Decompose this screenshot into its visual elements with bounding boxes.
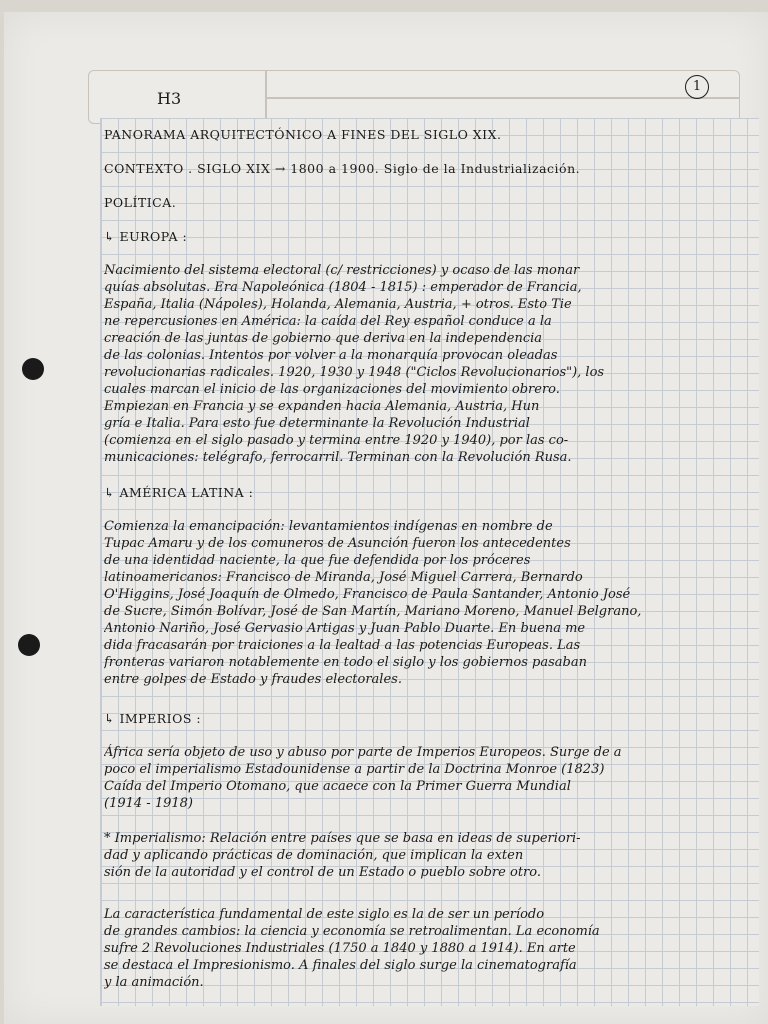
header-rule xyxy=(265,97,739,99)
text-line: sión de la autoridad y el control de un Estado o pueblo sobre otro. xyxy=(104,865,541,880)
text-line: gría e Italia. Para esto fue determinante la Revolución Industrial xyxy=(104,416,530,431)
text-line: de una identidad naciente, la que fue defendida por los próceres xyxy=(104,553,531,568)
text-line: O'Higgins, José Joaquín de Olmedo, Francisco de Paula Santander, Antonio José xyxy=(104,587,631,602)
text-line: cuales marcan el inicio de las organizaciones del movimiento obrero. xyxy=(104,382,560,397)
text-line: se destaca el Impresionismo. A finales del siglo surge la cinematografía xyxy=(104,958,577,973)
page-number: 1 xyxy=(685,75,709,99)
text-line: latinoamericanos: Francisco de Miranda, José Miguel Carrera, Bernardo xyxy=(104,570,583,585)
text-line: África sería objeto de uso y abuso por parte de Imperios Europeos. Surge de a xyxy=(104,745,622,760)
text-line: * Imperialismo: Relación entre países que se basa en ideas de superiori- xyxy=(104,831,581,846)
text-line: y la animación. xyxy=(104,975,204,990)
empires-heading: ↳ IMPERIOS : xyxy=(104,711,202,726)
text-line: de las colonias. Intentos por volver a la monarquía provocan oleadas xyxy=(104,348,558,363)
text-line: dida fracasarán por traiciones a la lealtad a las potencias Europeas. Las xyxy=(104,638,581,653)
text-line: de Sucre, Simón Bolívar, José de San Martín, Mariano Moreno, Manuel Belgrano, xyxy=(104,604,642,619)
politics-heading: POLÍTICA. xyxy=(104,195,177,210)
text-line: poco el imperialismo Estadounidense a partir de la Doctrina Monroe (1823) xyxy=(104,762,605,777)
page-title: PANORAMA ARQUITECTÓNICO A FINES DEL SIGLO XIX. xyxy=(104,127,502,142)
text-line: creación de las juntas de gobierno que deriva en la independencia xyxy=(104,331,543,346)
text-line: Nacimiento del sistema electoral (c/ restricciones) y ocaso de las monar xyxy=(104,263,580,278)
europe-heading: ↳ EUROPA : xyxy=(104,229,188,244)
text-line: quías absolutas. Era Napoleónica (1804 - 1815) : emperador de Francia, xyxy=(104,280,582,295)
empires-paragraph xyxy=(104,744,754,812)
text-line: Tupac Amaru y de los comuneros de Asunción fueron los antecedentes xyxy=(104,536,571,551)
imperialism-definition xyxy=(104,830,754,881)
text-line: Caída del Imperio Otomano, que acaece con la Primer Guerra Mundial xyxy=(104,779,571,794)
text-line: Antonio Nariño, José Gervasio Artigas y Juan Pablo Duarte. En buena me xyxy=(104,621,586,636)
text-line: municaciones: telégrafo, ferrocarril. Terminan con la Revolución Rusa. xyxy=(104,450,572,465)
text-line: ne repercusiones en América: la caída del Rey español conduce a la xyxy=(104,314,552,329)
binder-hole-bottom xyxy=(18,634,40,656)
text-line: La característica fundamental de este siglo es la de ser un período xyxy=(104,907,545,922)
text-line: dad y aplicando prácticas de dominación, que implican la exten xyxy=(104,848,524,863)
text-line: España, Italia (Nápoles), Holanda, Alemania, Austria, + otros. Esto Tie xyxy=(104,297,572,312)
text-line: (comienza en el siglo pasado y termina entre 1920 y 1940), por las co- xyxy=(104,433,569,448)
binder-hole-top xyxy=(22,358,44,380)
text-line: de grandes cambios: la ciencia y economía se retroalimentan. La economía xyxy=(104,924,600,939)
latin-america-paragraph xyxy=(104,518,754,688)
latin-america-heading: ↳ AMÉRICA LATINA : xyxy=(104,485,254,500)
text-line: revolucionarias radicales. 1920, 1930 y 1948 ("Ciclos Revolucionarios"), los xyxy=(104,365,605,380)
context-line: CONTEXTO . SIGLO XIX → 1800 a 1900. Siglo de la Industrialización. xyxy=(104,161,581,176)
subject-code: H3 xyxy=(157,89,182,108)
text-line: fronteras variaron notablemente en todo el siglo y los gobiernos pasaban xyxy=(104,655,587,670)
conclusion-paragraph xyxy=(104,906,754,991)
text-line: Comienza la emancipación: levantamientos indígenas en nombre de xyxy=(104,519,553,534)
europe-paragraph xyxy=(104,262,754,466)
text-line: (1914 - 1918) xyxy=(104,796,193,811)
text-line: Empiezan en Francia y se expanden hacia Alemania, Austria, Hun xyxy=(104,399,540,414)
text-line: entre golpes de Estado y fraudes electorales. xyxy=(104,672,402,687)
page-header-box xyxy=(88,70,740,124)
text-line: sufre 2 Revoluciones Industriales (1750 a 1840 y 1880 a 1914). En arte xyxy=(104,941,576,956)
